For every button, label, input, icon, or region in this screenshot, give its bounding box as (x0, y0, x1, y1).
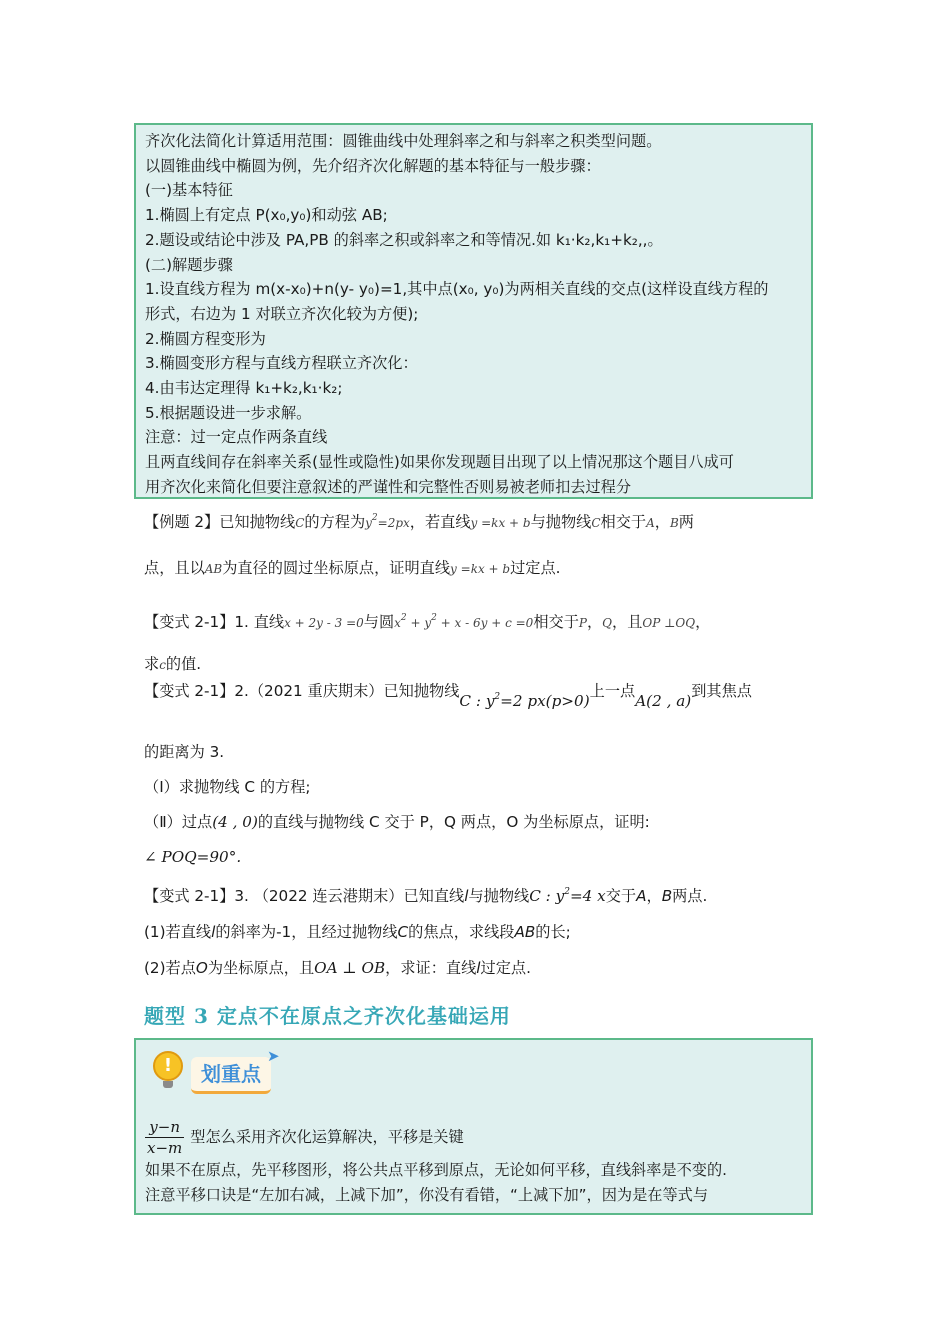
var-AB: AB (514, 923, 536, 941)
text: ，求证：直线 (385, 959, 477, 977)
box1-line-4: 1.椭圆上有定点 P(x₀,y₀)和动弦 AB; (145, 206, 388, 225)
text: 的直线与抛物线 C 交于 P，Q 两点，O 为坐标原点，证明: (257, 813, 650, 831)
point-4-0: (4 , 0) (212, 813, 258, 831)
parabola-rest: =2px (377, 516, 410, 530)
text: ， (586, 613, 603, 631)
box1-line-11: 4.由韦达定理得 k₁+k₂,k₁·k₂; (145, 379, 343, 398)
text: 与圆 (363, 613, 395, 631)
var-A: A (636, 887, 647, 905)
exp: 2 (400, 613, 407, 623)
var-C: C (397, 923, 409, 941)
var-O: O (195, 959, 208, 977)
text: ，且 (612, 613, 643, 631)
badge-label: 划重点 (191, 1057, 271, 1094)
variant-3-part-1 (144, 921, 571, 942)
eq: C : y (529, 887, 565, 905)
box2-line-2: 如果不在原点，先平移图形，将公共点平移到原点，无论如何平移，直线斜率是不变的. (145, 1161, 727, 1179)
box1-line-3: (一)基本特征 (145, 181, 233, 200)
text: 相交于 (600, 513, 647, 531)
point-A: A(2 , a) (635, 692, 692, 710)
variant-2-q2 (144, 811, 650, 832)
var-C: C (295, 516, 305, 530)
text: (2)若点 (144, 959, 196, 977)
section-title: 题型 3 定点不在原点之齐次化基础运用 (144, 1004, 511, 1028)
circle-rest: + x - 6y + c =0 (436, 616, 534, 630)
parabola-equation (529, 887, 606, 905)
variant-1-line-1 (144, 611, 710, 632)
box2-line-3: 注意平移口诀是“左加右减，上减下加”，你没有看错，“上减下加”，因为是在等式与 (145, 1185, 709, 1204)
text: 到其焦点 (691, 682, 752, 700)
box1-line-5: 2.题设或结论中涉及 PA,PB 的斜率之积或斜率之和等情况.如 k₁·k₂,k₁+k₂,,。 (145, 230, 663, 249)
eq-rest: =2 px (500, 692, 546, 710)
key-points-badge (145, 1045, 295, 1097)
text: 的值. (165, 655, 202, 673)
circle-mid: + y (406, 616, 432, 630)
box1-line-13: 注意：过一定点作两条直线 (145, 428, 328, 447)
box1-line-7: 1.设直线方程为 m(x-x₀)+n(y- y₀)=1,其中点(x₀, y₀)为两相关直线的交点(这样设直线方程的 (145, 280, 769, 299)
text: 为坐标原点，且 (207, 959, 315, 977)
text: 交于 (605, 887, 637, 905)
text: （Ⅱ）过点 (144, 813, 213, 831)
paper-plane-icon: ➤ (267, 1047, 280, 1065)
box1-line-8: 形式，右边为 1 对联立齐次化较为方便); (145, 304, 419, 323)
var-P: P (578, 616, 587, 630)
text: 的斜率为-1，且经过抛物线 (215, 923, 398, 941)
parabola-exp: 2 (371, 513, 378, 523)
key-points-box (134, 1038, 813, 1215)
text: 点，且以 (144, 559, 205, 577)
var-Q: Q (602, 616, 612, 630)
exp: 2 (494, 692, 501, 702)
box2-line-1 (145, 1117, 811, 1158)
text: 与抛物线 (468, 887, 530, 905)
line-equation: y =kx + b (470, 516, 531, 530)
variant-3-part-2 (144, 957, 531, 978)
fraction (145, 1117, 184, 1158)
var-AB: AB (204, 562, 223, 576)
variant-2-line-1 (144, 680, 752, 710)
text: 两 (678, 513, 694, 531)
fraction-numerator: y−n (145, 1117, 184, 1138)
exp: 2 (564, 887, 570, 897)
parabola-y: y (365, 516, 372, 530)
text: 的方程为 (304, 513, 366, 531)
text: 相交于 (533, 613, 579, 631)
text: ， (654, 513, 670, 531)
box1-line-15: 用齐次化来简化但要注意叙述的严谨性和完整性否则易被老师扣去过程分 (145, 477, 631, 496)
line-equation: y =kx + b (450, 562, 511, 576)
line-equation: x + 2y - 3 =0 (284, 616, 364, 630)
exp: 2 (431, 613, 437, 623)
text: 的焦点，求线段 (408, 923, 515, 941)
box1-line-14: 且两直线间存在斜率关系(显性或隐性)如果你发现题目出现了以上情况那这个题目八成可 (145, 453, 734, 472)
box1-line-2: 以圆锥曲线中椭圆为例，先介绍齐次化解题的基本特征与一般步骤： (145, 156, 601, 175)
example-2-label: 【例题 2】已知抛物线 (144, 513, 296, 531)
text: 的长; (535, 923, 571, 941)
perp-condition: OA ⊥ OB (314, 959, 386, 977)
method-summary-box (134, 123, 813, 499)
text: (1)若直线 (144, 923, 212, 941)
box1-line-1: 齐次化法简化计算适用范围：圆锥曲线中处理斜率之和与斜率之积类型问题。 (145, 132, 662, 150)
text: 与抛物线 (530, 513, 592, 531)
box1-line-10: 3.椭圆变形方程与直线方程联立齐次化： (145, 354, 418, 373)
parabola-equation (459, 692, 589, 710)
var-l: l (211, 923, 216, 941)
eq-rest: =4 x (569, 887, 606, 905)
text: 上一点 (589, 682, 636, 700)
box1-line-9: 2.椭圆方程变形为 (145, 329, 266, 348)
var-C: C (591, 516, 601, 530)
circle-equation (394, 613, 534, 630)
variant-3-line-1 (144, 885, 707, 906)
lightbulb-icon: ! (153, 1051, 183, 1081)
var-B: B (661, 887, 673, 905)
text: 两点. (672, 887, 708, 905)
variant-2-q1: （Ⅰ）求抛物线 C 的方程; (144, 778, 311, 796)
example-2-line-1 (144, 511, 694, 532)
variant-2-line-2: 的距离为 3. (144, 743, 225, 761)
box1-line-6: (二)解题步骤 (145, 255, 233, 274)
parabola-equation (365, 513, 410, 530)
text: ， (695, 613, 711, 631)
var-c: c (159, 658, 166, 672)
perp-condition: OP ⊥OQ (642, 616, 696, 630)
text: ， (646, 887, 662, 905)
example-2-line-2 (144, 557, 561, 578)
box1-line-12: 5.根据题设进一步求解。 (145, 403, 312, 422)
variant-3-label: 【变式 2-1】3. （2022 连云港期末）已知直线 (144, 887, 465, 905)
condition: (p>0) (545, 692, 590, 710)
eq-c: C : y (459, 692, 495, 710)
variant-1-label: 【变式 2-1】1. 直线 (144, 613, 285, 631)
var-l: l (464, 887, 469, 905)
var-l: l (476, 959, 481, 977)
text: 求 (144, 655, 160, 673)
angle-condition: ∠ POQ=90°. (144, 848, 242, 866)
text: ，若直线 (409, 513, 471, 531)
variant-2-label: 【变式 2-1】2.（2021 重庆期末）已知抛物线 (144, 682, 460, 700)
text: 型怎么采用齐次化运算解决，平移是关键 (190, 1128, 464, 1146)
fraction-denominator: x−m (147, 1139, 183, 1157)
variant-1-line-2 (144, 653, 201, 674)
var-A: A (646, 516, 655, 530)
circle-x: x (394, 616, 401, 630)
text: 为直径的圆过坐标原点，证明直线 (222, 559, 451, 577)
var-B: B (669, 516, 679, 530)
text: 过定点. (480, 959, 531, 977)
text: 过定点. (510, 559, 561, 577)
